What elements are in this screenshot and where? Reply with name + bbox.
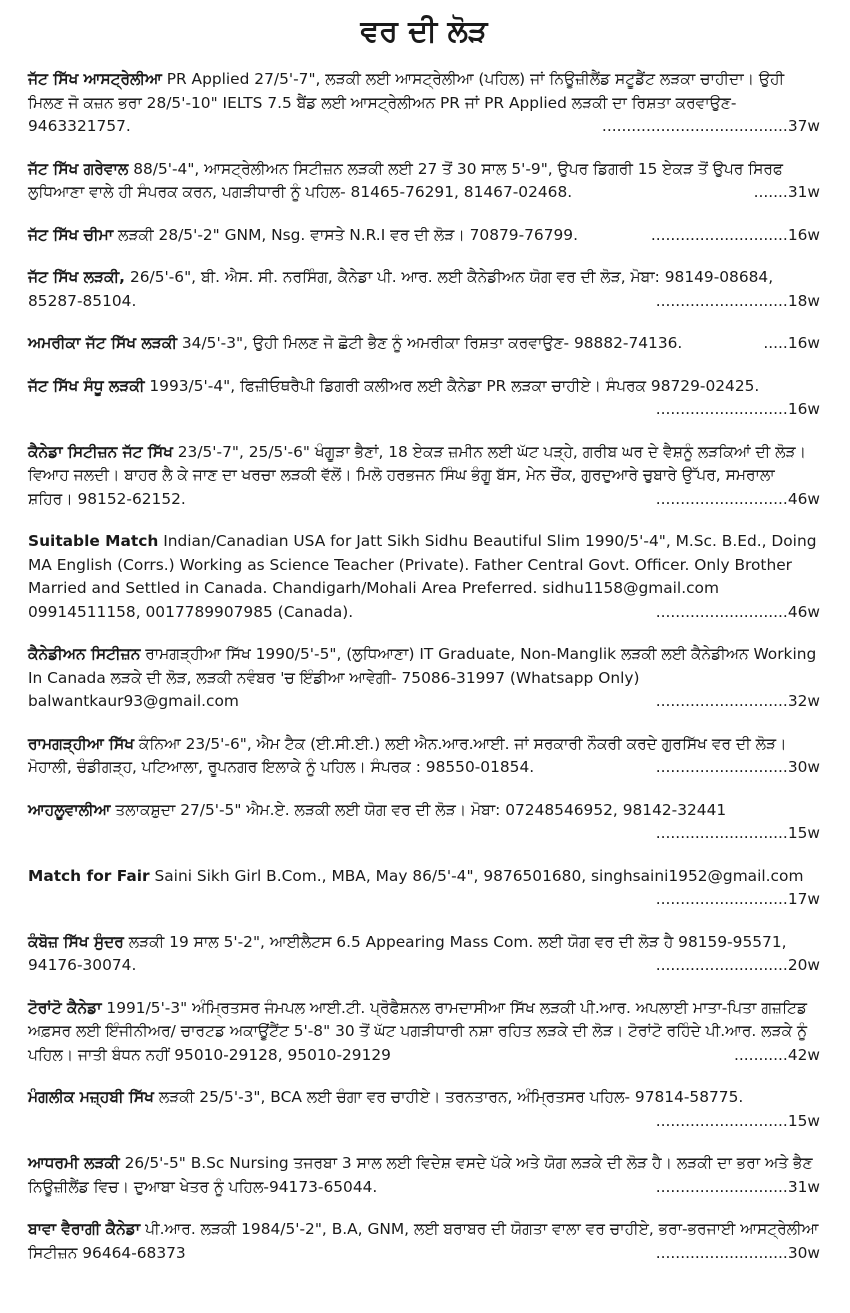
ad-heading: ਰਾਮਗੜ੍ਹੀਆ ਸਿੱਖ bbox=[28, 734, 134, 753]
ad-listing bbox=[28, 931, 820, 978]
ad-body: Indian/Canadian USA for Jatt Sikh Sidhu Beautiful Slim 1990/5'-4", M.Sc. B.Ed., Doing MA English (Corrs.) Working as Science Teacher (Private). Father Central Govt. Officer. Only Brother Married and Settled in Canada. Chandigarh/Mohali Area Preferred. sidhu1158@gmail.com 09914511158, 0017789907985 (Canada). bbox=[28, 532, 817, 621]
ad-price-code: ............................16w bbox=[650, 225, 820, 244]
ad-body: ਲੜਕੀ 19 ਸਾਲ 5'-2", ਆਈਲੈਟਸ 6.5 Appearing Mass Com. ਲਈ ਯੋਗ ਵਰ ਦੀ ਲੋੜ ਹੈ 98159-95571, 94176-30074. bbox=[28, 932, 787, 974]
ad-body: 23/5'-7", 25/5'-6" ਖੰਗੂੜਾ ਭੈਣਾਂ, 18 ਏਕੜ ਜ਼ਮੀਨ ਲਈ ਘੱਟ ਪੜ੍ਹੇ, ਗਰੀਬ ਘਰ ਦੇ ਵੈਸ਼ਨੂੰ ਲੜਕਿਆਂ ਦੀ ਲੋੜ। ਵਿਆਹ ਜਲਦੀ। ਬਾਹਰ ਲੈ ਕੇ ਜਾਣ ਦਾ ਖਰਚਾ ਲੜਕੀ ਵੱਲੋਂ। ਮਿਲੋ ਹਰਭਜਨ ਸਿੰਘ ਭੰਗੂ ਬੱਸ, ਮੇਨ ਚੌਂਕ, ਗੁਰਦੁਆਰੇ ਚੁਬਾਰੇ ਉੱਪਰ, ਸਮਰਾਲਾ ਸ਼ਹਿਰ। 98152-62152. bbox=[28, 442, 806, 508]
ad-listing bbox=[28, 266, 820, 313]
ad-price-code: ...........................15w bbox=[655, 1111, 820, 1130]
ad-body: 26/5'-6", ਬੀ. ਐਸ. ਸੀ. ਨਰਸਿੰਗ, ਕੈਨੇਡਾ ਪੀ. ਆਰ. ਲਈ ਕੈਨੇਡੀਅਨ ਯੋਗ ਵਰ ਦੀ ਲੋੜ, ਮੋਬਾ: 98149-08684, 85287-85104. bbox=[28, 268, 774, 310]
ad-price-code: ...........42w bbox=[734, 1045, 820, 1064]
ad-listing bbox=[28, 1086, 820, 1133]
ad-heading: ਜੱਟ ਸਿੱਖ ਆਸਟ੍ਰੇਲੀਆ bbox=[28, 70, 162, 88]
ad-price-code: ...........................20w bbox=[655, 956, 820, 974]
ad-listing bbox=[28, 224, 820, 248]
ad-body: PR Applied 27/5'-7", ਲੜਕੀ ਲਈ ਆਸਟ੍ਰੇਲੀਆ (ਪਹਿਲ) ਜਾਂ ਨਿਊਜ਼ੀਲੈਂਡ ਸਟੂਡੈਂਟ ਲੜਕਾ ਚਾਹੀਦਾ। ਉਹੀ ਮਿਲਣ ਜੋ ਕਜ਼ਨ ਭਰਾ 28/5'-10" IELTS 7.5 ਬੈਂਡ ਲਈ ਆਸਟ੍ਰੇਲੀਅਨ PR ਜਾਂ PR Applied ਲੜਕੀ ਦਾ ਰਿਸ਼ਤਾ ਕਰਵਾਉਣ- 9463321757. bbox=[28, 70, 785, 135]
ads-list bbox=[28, 68, 820, 1265]
ad-listing bbox=[28, 733, 820, 780]
ad-heading: ਜੱਟ ਸਿੱਖ ਲੜਕੀ, bbox=[28, 268, 126, 286]
ad-listing bbox=[28, 1152, 820, 1199]
ad-price-code: ...........................46w bbox=[655, 489, 820, 508]
ad-heading: ਬਾਵਾ ਵੈਰਾਗੀ ਕੈਨੇਡਾ bbox=[28, 1220, 141, 1238]
ad-body: ਰਾਮਗੜ੍ਹੀਆ ਸਿੱਖ 1990/5'-5", (ਲੁਧਿਆਣਾ) IT Graduate, Non-Manglik ਲੜਕੀ ਲਈ ਕੈਨੇਡੀਅਨ Working In Canada ਲੜਕੇ ਦੀ ਲੋੜ, ਲੜਕੀ ਨਵੰਬਰ 'ਚ ਇੰਡੀਆ ਆਵੇਗੀ- 75086-31997 (Whatsapp Only) balwantkaur93@gmail.com bbox=[28, 645, 817, 710]
ad-listing bbox=[28, 997, 820, 1068]
ad-listing bbox=[28, 1218, 820, 1265]
ad-heading: ਜੱਟ ਸਿੱਖ ਗਰੇਵਾਲ bbox=[28, 159, 129, 178]
ad-heading: ਕੰਬੋਜ਼ ਸਿੱਖ ਸੁੰਦਰ bbox=[28, 932, 124, 951]
ad-listing bbox=[28, 332, 820, 356]
ad-body: 88/5'-4", ਆਸਟ੍ਰੇਲੀਅਨ ਸਿਟੀਜ਼ਨ ਲੜਕੀ ਲਈ 27 ਤੋਂ 30 ਸਾਲ 5'-9", ਉਪਰ ਡਿਗਰੀ 15 ਏਕੜ ਤੋਂ ਉਪਰ ਸਿਰਫ ਲੁਧਿਆਣਾ ਵਾਲੇ ਹੀ ਸੰਪਰਕ ਕਰਨ, ਪਗੜੀਧਾਰੀ ਨੂੰ ਪਹਿਲ- 81465-76291, 81467-02468. bbox=[28, 159, 783, 201]
ad-heading: Match for Fair bbox=[28, 866, 150, 885]
ad-heading: ਟੋਰਾਂਟੋ ਕੈਨੇਡਾ bbox=[28, 998, 102, 1017]
ad-body: ਲੜਕੀ 25/5'-3", BCA ਲਈ ਚੰਗਾ ਵਰ ਚਾਹੀਏ। ਤਰਨਤਾਰਨ, ਅੰਮ੍ਰਿਤਸਰ ਪਹਿਲ- 97814-58775. bbox=[158, 1088, 744, 1106]
ad-price-code: ...........................31w bbox=[655, 1177, 820, 1196]
ad-price-code: ...........................46w bbox=[655, 602, 820, 621]
ad-body: ਲੜਕੀ 28/5'-2" GNM, Nsg. ਵਾਸਤੇ N.R.I ਵਰ ਦੀ ਲੋੜ। 70879-76799. bbox=[118, 225, 578, 244]
ad-heading: ਕੈਨੇਡਾ ਸਿਟੀਜ਼ਨ ਜੱਟ ਸਿੱਖ bbox=[28, 442, 173, 461]
ad-body: 26/5'-5" B.Sc Nursing ਤਜਰਬਾ 3 ਸਾਲ ਲਈ ਵਿਦੇਸ਼ ਵਸਦੇ ਪੱਕੇ ਅਤੇ ਯੋਗ ਲੜਕੇ ਦੀ ਲੋੜ ਹੈ। ਲੜਕੀ ਦਾ ਭਰਾ ਅਤੇ ਭੈਣ ਨਿਊਜ਼ੀਲੈਂਡ ਵਿਚ। ਦੁਆਬਾ ਖੇਤਰ ਨੂੰ ਪਹਿਲ-94173-65044. bbox=[28, 1154, 813, 1196]
ad-price-code: ...........................30w bbox=[655, 758, 820, 776]
ad-heading: ਜੱਟ ਸਿੱਖ ਚੀਮਾ bbox=[28, 225, 114, 244]
ad-price-code: ...........................16w bbox=[655, 400, 820, 418]
ad-heading: ਜੱਟ ਸਿੱਖ ਸੰਧੂ ਲੜਕੀ bbox=[28, 376, 145, 395]
ad-price-code: ...........................32w bbox=[655, 692, 820, 710]
page-title: ਵਰ ਦੀ ਲੋੜ bbox=[360, 14, 488, 49]
ad-heading: ਮੰਗਲੀਕ ਮਜ਼੍ਹਬੀ ਸਿੱਖ bbox=[28, 1088, 154, 1106]
ad-heading: Suitable Match bbox=[28, 532, 159, 550]
ad-listing bbox=[28, 375, 820, 422]
ad-body: ਤਲਾਕਸ਼ੁਦਾ 27/5'-5" ਐਮ.ਏ. ਲੜਕੀ ਲਈ ਯੋਗ ਵਰ ਦੀ ਲੋੜ। ਮੋਬਾ: 07248546952, 98142-32441 bbox=[115, 800, 727, 819]
ad-body: 34/5'-3", ਉਹੀ ਮਿਲਣ ਜੋ ਛੋਟੀ ਭੈਣ ਨੂੰ ਅਮਰੀਕਾ ਰਿਸ਼ਤਾ ਕਰਵਾਉਣ- 98882-74136. bbox=[181, 334, 683, 352]
ad-price-code: ...........................15w bbox=[655, 824, 820, 842]
ad-heading: ਅਮਰੀਕਾ ਜੱਟ ਸਿੱਖ ਲੜਕੀ bbox=[28, 334, 177, 352]
ad-listing bbox=[28, 158, 820, 205]
ad-listing bbox=[28, 68, 820, 139]
ad-listing bbox=[28, 530, 820, 624]
ad-price-code: ...........................18w bbox=[655, 291, 820, 310]
ad-body: 1993/5'-4", ਫਿਜ਼ੀਓਥਰੈਪੀ ਡਿਗਰੀ ਕਲੀਅਰ ਲਈ ਕੈਨੇਡਾ PR ਲੜਕਾ ਚਾਹੀਏ। ਸੰਪਰਕ 98729-02425. bbox=[149, 376, 760, 395]
ad-price-code: ...........................30w bbox=[655, 1243, 820, 1262]
ad-price-code: .......31w bbox=[753, 183, 820, 201]
ad-body: ਪੀ.ਆਰ. ਲੜਕੀ 1984/5'-2", B.A, GNM, ਲਈ ਬਰਾਬਰ ਦੀ ਯੋਗਤਾ ਵਾਲਾ ਵਰ ਚਾਹੀਏ, ਭਰਾ-ਭਰਜਾਈ ਆਸਟ੍ਰੇਲੀਆ ਸਿਟੀਜ਼ਨ 96464-68373 bbox=[28, 1220, 819, 1262]
ad-body: Saini Sikh Girl B.Com., MBA, May 86/5'-4", 9876501680, singhsaini1952@gmail.com bbox=[154, 866, 804, 885]
ad-listing bbox=[28, 799, 820, 846]
ad-price-code: ......................................37w bbox=[601, 117, 820, 135]
ad-price-code: ...........................17w bbox=[655, 890, 820, 908]
ad-body: ਕੰਨਿਆ 23/5'-6", ਐਮ ਟੈਕ (ਈ.ਸੀ.ਈ.) ਲਈ ਐਨ.ਆਰ.ਆਈ. ਜਾਂ ਸਰਕਾਰੀ ਨੌਕਰੀ ਕਰਦੇ ਗੁਰਸਿੱਖ ਵਰ ਦੀ ਲੋੜ। ਮੋਹਾਲੀ, ਚੰਡੀਗੜ੍ਹ, ਪਟਿਆਲਾ, ਰੂਪਨਗਰ ਇਲਾਕੇ ਨੂੰ ਪਹਿਲ। ਸੰਪਰਕ : 98550-01854. bbox=[28, 734, 787, 776]
ad-price-code: .....16w bbox=[763, 334, 820, 352]
ad-listing bbox=[28, 441, 820, 512]
ad-listing bbox=[28, 865, 820, 912]
ad-heading: ਆਹਲੂਵਾਲੀਆ bbox=[28, 800, 111, 819]
ad-listing bbox=[28, 643, 820, 714]
ad-heading: ਆਧਰਮੀ ਲੜਕੀ bbox=[28, 1154, 120, 1172]
ad-body: 1991/5'-3" ਅੰਮ੍ਰਿਤਸਰ ਜੰਮਪਲ ਆਈ.ਟੀ. ਪ੍ਰੋਫੈਸ਼ਨਲ ਰਾਮਦਾਸੀਆ ਸਿੱਖ ਲੜਕੀ ਪੀ.ਆਰ. ਅਪਲਾਈ ਮਾਤਾ-ਪਿਤਾ ਗਜ਼ਟਿਡ ਅਫ਼ਸਰ ਲਈ ਇੰਜੀਨੀਅਰ/ ਚਾਰਟਡ ਅਕਾਊਂਟੈਂਟ 5'-8" 30 ਤੋਂ ਘੱਟ ਪਗੜੀਧਾਰੀ ਨਸ਼ਾ ਰਹਿਤ ਲੜਕੇ ਦੀ ਲੋੜ। ਟੋਰਾਂਟੋ ਰਹਿੰਦੇ ਪੀ.ਆਰ. ਲੜਕੇ ਨੂੰ ਪਹਿਲ। ਜਾਤੀ ਬੰਧਨ ਨਹੀਂ 95010-29128, 95010-29129 bbox=[28, 998, 808, 1064]
ad-heading: ਕੈਨੇਡੀਅਨ ਸਿਟੀਜ਼ਨ bbox=[28, 645, 141, 663]
